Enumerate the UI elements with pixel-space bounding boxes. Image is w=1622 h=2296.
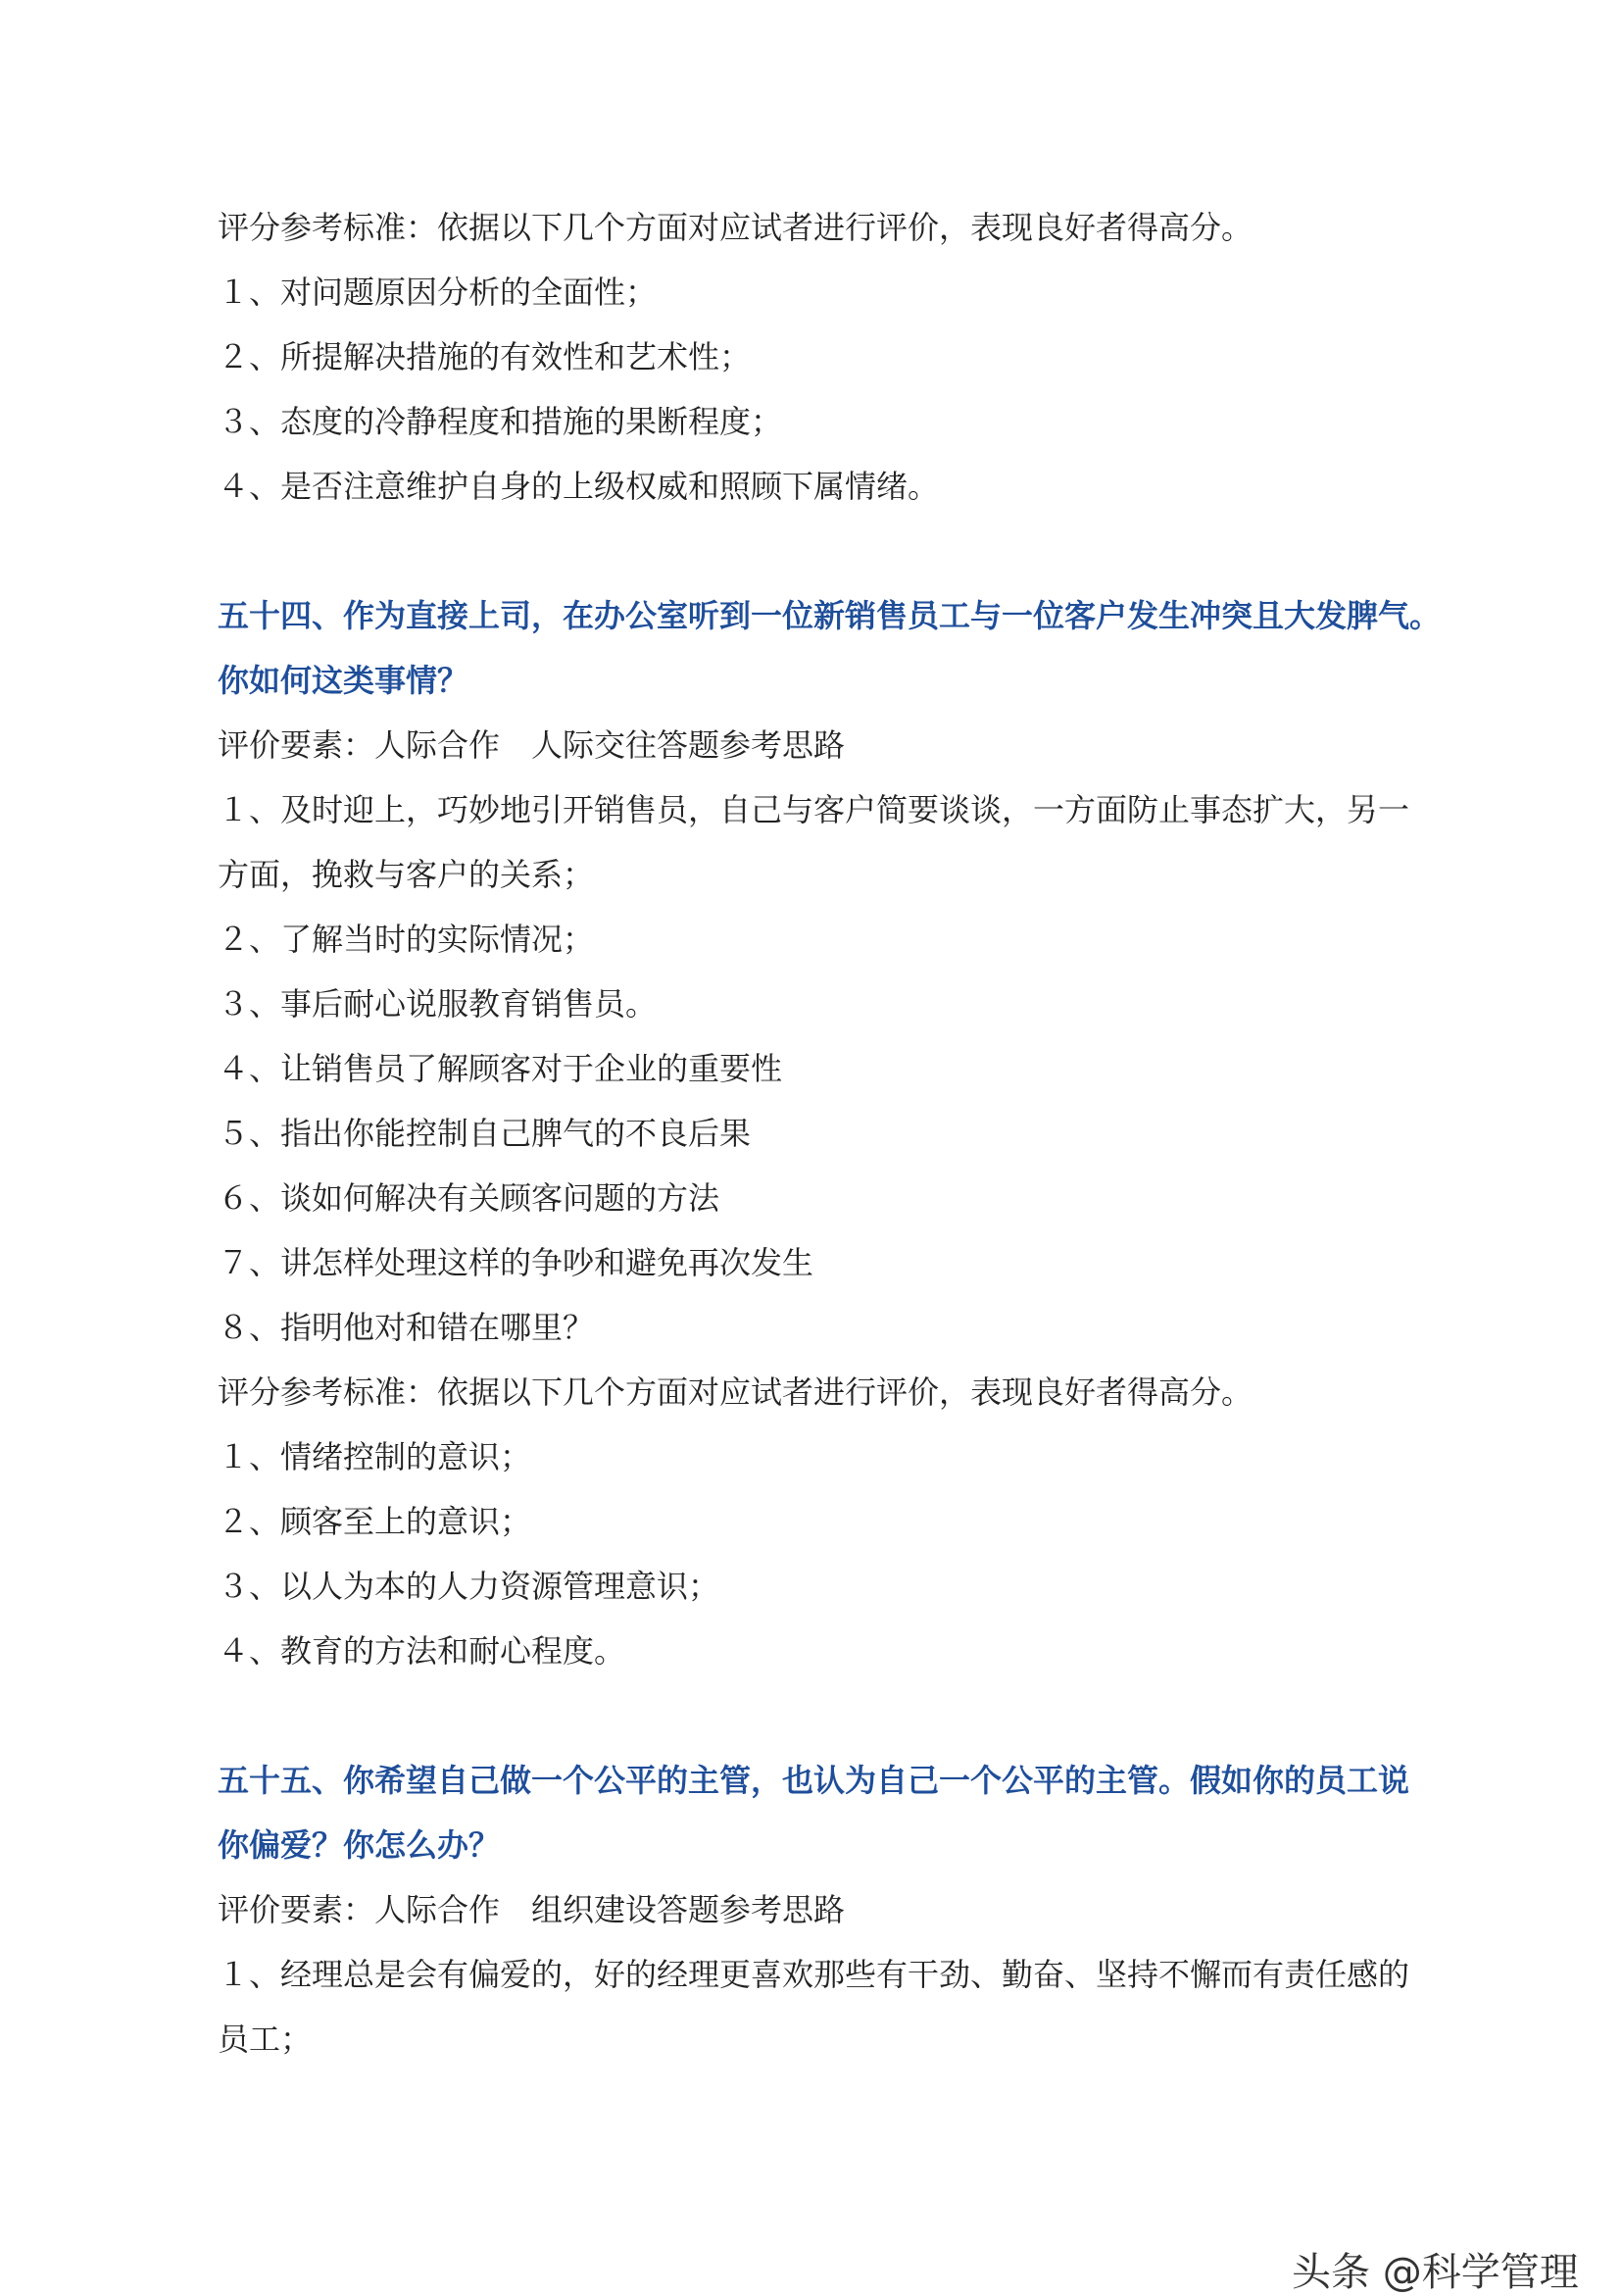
scoring-intro: 评分参考标准：依据以下几个方面对应试者进行评价，表现良好者得高分。	[218, 209, 1253, 246]
answer-item: 方面，挽救与客户的关系；	[218, 856, 595, 893]
answer-item: １、经理总是会有偏爱的，好的经理更喜欢那些有干劲、勤奋、坚持不懈而有责任感的	[218, 1956, 1410, 1993]
answer-item: ４、让销售员了解顾客对于企业的重要性	[218, 1050, 783, 1087]
answer-item: ７、讲怎样处理这样的争吵和避免再次发生	[218, 1244, 814, 1281]
scoring-item: １、情绪控制的意识；	[218, 1438, 532, 1475]
evaluation-factors: 评价要素：人际合作 组织建设答题参考思路	[218, 1891, 846, 1928]
answer-item: ２、了解当时的实际情况；	[218, 921, 595, 958]
answer-item: ８、指明他对和错在哪里？	[218, 1309, 595, 1346]
answer-item: ５、指出你能控制自己脾气的不良后果	[218, 1115, 752, 1152]
scoring-item: １、对问题原因分析的全面性；	[218, 274, 658, 311]
evaluation-factors: 评价要素：人际合作 人际交往答题参考思路	[218, 726, 846, 764]
scoring-item: ４、教育的方法和耐心程度。	[218, 1632, 626, 1670]
scoring-item: ３、以人为本的人力资源管理意识；	[218, 1568, 720, 1605]
watermark: 头条 @科学管理	[1292, 2250, 1579, 2295]
answer-item: ３、事后耐心说服教育销售员。	[218, 985, 658, 1023]
section-heading: 五十五、你希望自己做一个公平的主管，也认为自己一个公平的主管。假如你的员工说	[218, 1762, 1410, 1799]
answer-item: ６、谈如何解决有关顾客问题的方法	[218, 1179, 720, 1217]
scoring-item: ４、是否注意维护自身的上级权威和照顾下属情绪。	[218, 468, 940, 505]
scoring-item: ２、所提解决措施的有效性和艺术性；	[218, 338, 752, 375]
scoring-intro: 评分参考标准：依据以下几个方面对应试者进行评价，表现良好者得高分。	[218, 1373, 1253, 1411]
scoring-item: ３、态度的冷静程度和措施的果断程度；	[218, 403, 783, 440]
section-heading: 你如何这类事情？	[218, 662, 469, 699]
answer-item: １、及时迎上，巧妙地引开销售员，自己与客户简要谈谈，一方面防止事态扩大，另一	[218, 791, 1410, 828]
section-heading: 五十四、作为直接上司，在办公室听到一位新销售员工与一位客户发生冲突且大发脾气。	[218, 597, 1442, 634]
answer-item: 员工；	[218, 2021, 313, 2058]
section-heading: 你偏爱？你怎么办？	[218, 1826, 501, 1864]
scoring-item: ２、顾客至上的意识；	[218, 1503, 532, 1540]
